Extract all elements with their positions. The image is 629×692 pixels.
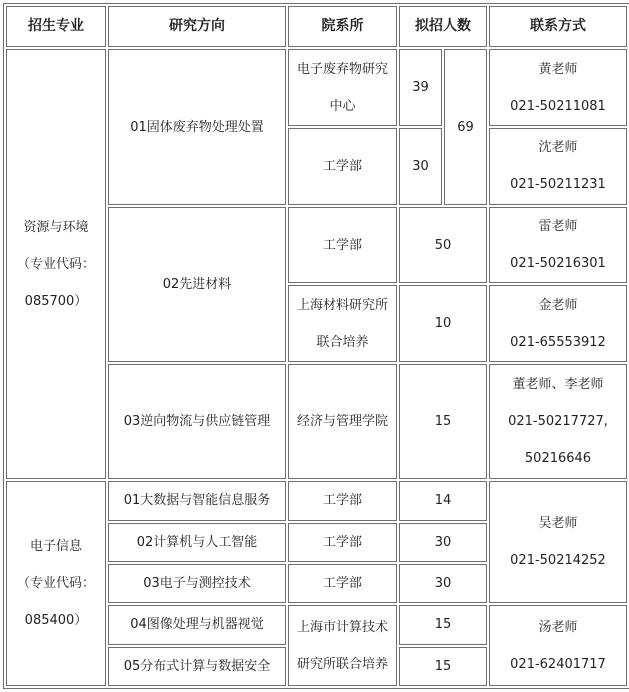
quota-cell: 15	[399, 364, 487, 479]
department-cell: 工学部	[288, 564, 397, 603]
contact-cell	[489, 207, 627, 284]
quota-total-cell: 69	[444, 49, 487, 204]
direction-cell: 03逆向物流与供应链管理	[108, 364, 286, 479]
contact-name: 黄老师	[538, 61, 578, 77]
department-cell: 上海材料研究所 联合培养	[288, 285, 397, 362]
contact-name: 董老师、李老师	[512, 377, 604, 393]
header-quota: 拟招人数	[399, 6, 487, 47]
contact-name: 沈老师	[538, 140, 578, 156]
contact-phone: 021-50211081	[510, 98, 606, 114]
major-name: 资源与环境	[23, 219, 89, 235]
major-code-value: 085400）	[24, 613, 88, 629]
contact-cell	[489, 285, 627, 362]
major-code-label: （专业代码：	[16, 576, 95, 592]
quota-cell: 50	[399, 207, 487, 284]
header-major: 招生专业	[6, 6, 106, 47]
department-cell: 工学部	[288, 128, 397, 205]
contact-cell	[489, 128, 627, 205]
quota-cell: 30	[399, 128, 442, 205]
contact-phone: 021-50216301	[510, 256, 606, 272]
quota-cell: 30	[399, 564, 487, 603]
contact-cell	[489, 481, 627, 603]
direction-cell: 01固体废弃物处理处置	[108, 49, 286, 204]
contact-phone: 021-50211231	[510, 177, 606, 193]
direction-cell: 04图像处理与机器视觉	[108, 605, 286, 644]
contact-phone: 021-65553912	[510, 334, 606, 350]
major-cell-resources	[6, 49, 106, 479]
contact-name: 吴老师	[538, 516, 578, 532]
major-code-label: （专业代码：	[16, 256, 95, 272]
major-code-value: 085700）	[24, 293, 88, 309]
department-cell: 工学部	[288, 523, 397, 562]
header-department: 院系所	[288, 6, 397, 47]
quota-cell: 15	[399, 605, 487, 644]
contact-name: 金老师	[538, 297, 578, 313]
contact-cell	[489, 364, 627, 479]
direction-cell: 01大数据与智能信息服务	[108, 481, 286, 520]
contact-phone: 021-50217727,	[508, 414, 608, 430]
contact-phone: 021-50214252	[510, 553, 606, 569]
department-cell: 经济与管理学院	[288, 364, 397, 479]
direction-cell: 02计算机与人工智能	[108, 523, 286, 562]
admissions-table	[3, 3, 629, 689]
contact-name: 汤老师	[538, 619, 578, 635]
contact-cell	[489, 49, 627, 126]
header-direction: 研究方向	[108, 6, 286, 47]
department-cell: 工学部	[288, 207, 397, 284]
direction-cell: 02先进材料	[108, 207, 286, 362]
quota-cell: 30	[399, 523, 487, 562]
quota-cell: 15	[399, 647, 487, 686]
contact-phone: 50216646	[524, 451, 592, 467]
quota-cell: 39	[399, 49, 442, 126]
major-name: 电子信息	[29, 539, 82, 555]
department-cell: 电子废弃物研究 中心	[288, 49, 397, 126]
header-contact: 联系方式	[489, 6, 627, 47]
department-cell: 工学部	[288, 481, 397, 520]
contact-phone: 021-62401717	[510, 656, 606, 672]
quota-cell: 14	[399, 481, 487, 520]
direction-cell: 03电子与测控技术	[108, 564, 286, 603]
major-cell-electronic	[6, 481, 106, 686]
department-cell: 上海市计算技术 研究所联合培养	[288, 605, 397, 686]
contact-cell	[489, 605, 627, 686]
contact-name: 雷老师	[538, 219, 578, 235]
direction-cell: 05分布式计算与数据安全	[108, 647, 286, 686]
quota-cell: 10	[399, 285, 487, 362]
